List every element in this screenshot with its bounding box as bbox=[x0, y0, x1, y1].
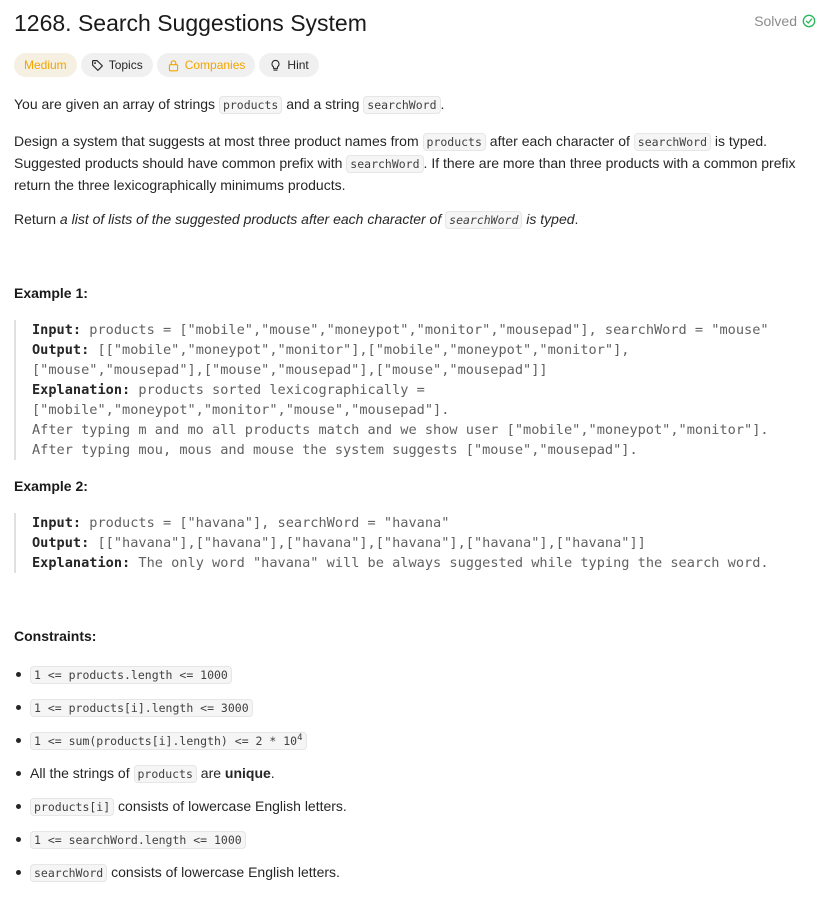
text: Return bbox=[14, 211, 60, 227]
inline-code: 1 <= products[i].length <= 3000 bbox=[30, 699, 253, 717]
example-input: products = ["havana"], searchWord = "havana" bbox=[81, 515, 450, 531]
inline-code: searchWord bbox=[445, 211, 522, 229]
constraint-item bbox=[30, 729, 347, 762]
lightbulb-icon bbox=[269, 59, 282, 72]
inline-code: searchWord bbox=[30, 864, 107, 882]
text: are bbox=[196, 765, 225, 781]
text: . bbox=[270, 765, 275, 781]
text: and a string bbox=[282, 96, 364, 112]
example-explanation: The only word "havana" will be always suggested while typing the search word. bbox=[130, 555, 769, 571]
check-circle-icon bbox=[802, 14, 816, 28]
explanation-label: Explanation: bbox=[32, 382, 131, 398]
solved-status bbox=[754, 13, 816, 29]
constraint-item bbox=[30, 762, 347, 795]
input-label: Input: bbox=[32, 322, 82, 338]
title-row bbox=[14, 7, 816, 39]
constraints-list bbox=[14, 663, 347, 894]
text: consists of lowercase English letters. bbox=[107, 864, 340, 880]
constraint-item bbox=[30, 795, 347, 828]
example-explanation: products sorted lexicographically = bbox=[130, 382, 425, 398]
output-label: Output: bbox=[32, 535, 90, 551]
example-explanation: ["mobile","moneypot","monitor","mouse","mousepad"]. bbox=[32, 402, 450, 418]
companies-label: Companies bbox=[184, 58, 246, 72]
tag-icon bbox=[91, 59, 104, 72]
explanation-label: Explanation: bbox=[32, 555, 131, 571]
inline-code: products bbox=[134, 765, 197, 783]
text: . If there are more than three products with a common prefix return the three lexicographically minimums products. bbox=[14, 155, 796, 193]
text: . bbox=[574, 211, 579, 227]
constraint-item bbox=[30, 828, 347, 861]
example-output: [["mobile","moneypot","monitor"],["mobile","moneypot","monitor"], bbox=[89, 342, 630, 358]
example-2-block bbox=[14, 513, 816, 573]
inline-code: searchWord bbox=[346, 155, 423, 173]
page-title: 1268. Search Suggestions System bbox=[14, 10, 367, 36]
inline-code: 1 <= products.length <= 1000 bbox=[30, 666, 232, 684]
constraint-item bbox=[30, 663, 347, 696]
description-paragraph-3 bbox=[14, 209, 578, 231]
text: All the strings of bbox=[30, 765, 134, 781]
example-output: ["mouse","mousepad"],["mouse","mousepad"],["mouse","mousepad"]] bbox=[32, 362, 548, 378]
hint-label: Hint bbox=[287, 58, 309, 72]
text: 1 <= sum(products[i].length) <= 2 * 10 bbox=[34, 734, 298, 748]
lock-icon bbox=[167, 59, 180, 72]
inline-code bbox=[30, 732, 307, 750]
inline-code: products bbox=[423, 133, 486, 151]
text: a list of lists of the suggested products after each character of bbox=[59, 211, 446, 227]
companies-button[interactable] bbox=[157, 53, 256, 77]
example-explanation: After typing mou, mous and mouse the system suggests ["mouse","mousepad"]. bbox=[32, 442, 638, 458]
inline-code: searchWord bbox=[363, 96, 440, 114]
hint-button[interactable] bbox=[259, 53, 318, 77]
example-explanation: After typing m and mo all products match and we show user ["mobile","moneypot","monitor"]. bbox=[32, 422, 769, 438]
example-1-title: Example 1: bbox=[14, 285, 88, 301]
text: is typed. Suggested products should have common prefix with bbox=[14, 133, 768, 171]
text: is typed bbox=[522, 211, 575, 227]
constraint-item bbox=[30, 696, 347, 729]
difficulty-badge[interactable] bbox=[14, 53, 77, 77]
text: consists of lowercase English letters. bbox=[114, 798, 347, 814]
constraints-title: Constraints: bbox=[14, 628, 97, 644]
topics-label: Topics bbox=[108, 58, 143, 72]
text: . bbox=[440, 96, 445, 112]
difficulty-label: Medium bbox=[24, 58, 67, 72]
inline-code: products[i] bbox=[30, 798, 114, 816]
example-output: [["havana"],["havana"],["havana"],["havana"],["havana"],["havana"]] bbox=[89, 535, 646, 551]
output-label: Output: bbox=[32, 342, 90, 358]
text: Design a system that suggests at most three product names from bbox=[14, 133, 423, 149]
text: You are given an array of strings bbox=[14, 96, 219, 112]
inline-code: searchWord bbox=[634, 133, 711, 151]
description-paragraph-1 bbox=[14, 94, 444, 116]
example-input: products = ["mobile","mouse","moneypot","monitor","mousepad"], searchWord = "mouse" bbox=[81, 322, 769, 338]
text: after each character of bbox=[485, 133, 634, 149]
example-2-title: Example 2: bbox=[14, 478, 88, 494]
solved-label: Solved bbox=[754, 13, 797, 29]
emphasis: unique bbox=[224, 765, 271, 781]
description-paragraph-2 bbox=[14, 131, 816, 196]
topics-button[interactable] bbox=[81, 53, 153, 77]
tag-row bbox=[14, 53, 319, 77]
inline-code: products bbox=[219, 96, 282, 114]
superscript: 4 bbox=[297, 733, 303, 744]
inline-code: 1 <= searchWord.length <= 1000 bbox=[30, 831, 246, 849]
input-label: Input: bbox=[32, 515, 82, 531]
constraint-item bbox=[30, 861, 347, 894]
example-1-block bbox=[14, 320, 816, 460]
